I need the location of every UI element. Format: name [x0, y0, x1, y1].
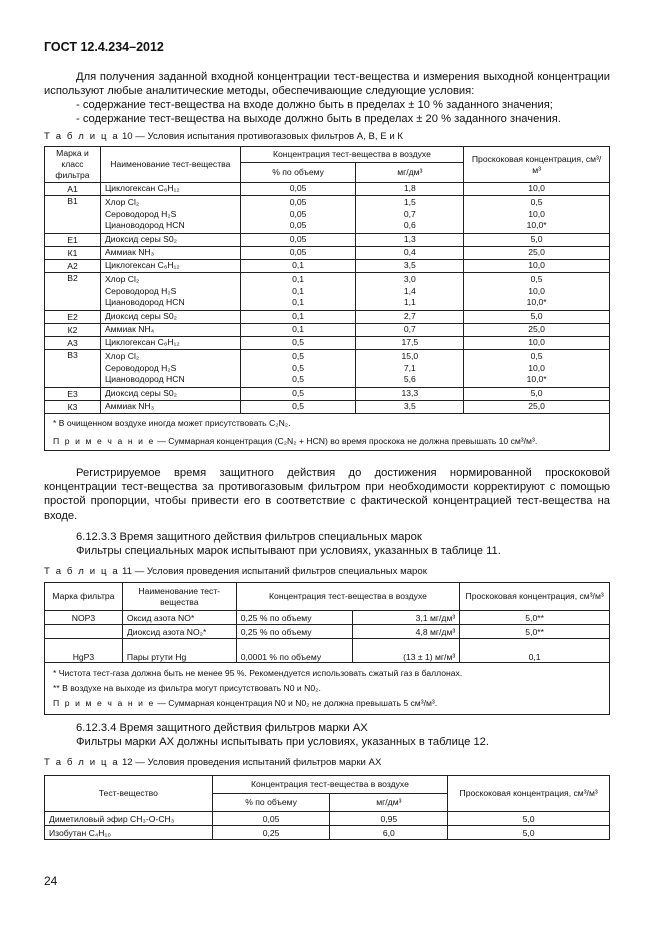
table10-pct-line: 0,05: [289, 234, 307, 245]
table10-mg-line: 7,1: [403, 362, 416, 373]
table11-substance: Диоксид азота NO₂*: [122, 625, 236, 639]
table10-mg: [356, 337, 464, 350]
table10-pct-line: 0,05: [289, 220, 307, 231]
table10-mark: Е2: [45, 311, 101, 324]
document-header: ГОСТ 12.4.234–2012: [44, 40, 164, 54]
table10-header-name: Наименование тест-вещества: [100, 147, 240, 183]
table10-mg-line: 0,6: [403, 220, 416, 231]
table10-substance-line: Сероводород H₂S: [104, 362, 177, 373]
table-11: [44, 582, 610, 715]
table10-breakthrough-line: 10,0: [528, 260, 545, 271]
table10-substance-line: Циановодород HCN: [104, 220, 185, 231]
table10-mg-line: 5,6: [403, 374, 416, 385]
table11-breakthrough: 0,1: [460, 639, 610, 663]
table10-pct: [240, 324, 356, 337]
table10-header-breakthrough: Проскоковая концентрация, см³/м³: [464, 147, 610, 183]
table10-breakthrough-line: 10,0: [528, 208, 545, 219]
table10-mg: [356, 273, 464, 311]
table10-breakthrough-line: 25,0: [528, 247, 545, 258]
table10-mg-line: 3,5: [403, 260, 416, 271]
table-row: [45, 625, 610, 639]
table10-substance-line: Диоксид серы S0₂: [104, 388, 177, 399]
table10-pct-line: 0,5: [292, 388, 305, 399]
table10-pct: [240, 260, 356, 273]
table11-mg: 4,8 мг/дм³: [352, 625, 460, 639]
table10-breakthrough-line: 0,5: [530, 197, 543, 208]
table10-substance: [100, 183, 240, 196]
table10-mg: [356, 247, 464, 260]
table11-notes: [45, 663, 610, 715]
table11-remark-label: П р и м е ч а н и е: [53, 698, 155, 708]
table11-footnote-2: ** В воздухе на выходе из фильтра могут присутствовать N0 и N0₂.: [53, 683, 321, 693]
table12-substance: Изобутан C₄H₁₀: [45, 826, 213, 840]
table10-substance-line: Хлор Cl₂: [104, 274, 140, 285]
table10-mg-line: 1,8: [403, 183, 416, 194]
intro-bullet-2: - содержание тест-вещества на выходе должно быть в пределах ± 20 % заданного значения.: [76, 113, 561, 125]
table10-mg: [356, 234, 464, 247]
table10-pct: [240, 388, 356, 401]
table10-breakthrough: [464, 324, 610, 337]
table10-substance-line: Циклогексан C₆H₁₂: [104, 260, 180, 271]
table10-mark: К3: [45, 401, 101, 414]
table10-pct-line: 0,1: [292, 324, 305, 335]
table10-mark: В1: [45, 196, 101, 234]
table-row: [45, 324, 610, 337]
table10-substance-line: Хлор Cl₂: [104, 197, 140, 208]
table10-mg-line: 2,7: [403, 311, 416, 322]
table10-pct: [240, 337, 356, 350]
table11-header-conc: Концентрация тест-вещества в воздухе: [236, 583, 460, 611]
table10-substance: [100, 260, 240, 273]
table10-substance: [100, 350, 240, 388]
table11-pct: 0,25 % по объему: [236, 611, 352, 625]
table10-mg: [356, 350, 464, 388]
table-row: [45, 812, 610, 826]
table10-pct-line: 0,5: [292, 374, 305, 385]
table10-pct: [240, 350, 356, 388]
table10-substance: [100, 311, 240, 324]
section-6-12-3-3-title: 6.12.3.3 Время защитного действия фильтров специальных марок: [76, 531, 422, 543]
table10-substance: [100, 196, 240, 234]
table-row: [45, 639, 610, 663]
table11-substance: Оксид азота NO*: [122, 611, 236, 625]
table10-substance-line: Циановодород HCN: [104, 374, 185, 385]
table10-pct: [240, 196, 356, 234]
table11-breakthrough: 5,0**: [460, 625, 610, 639]
table-row: [45, 611, 610, 625]
table12-header-breakthrough: Проскоковая концентрация, см³/м³: [448, 776, 610, 812]
table10-mg: [356, 388, 464, 401]
table10-mg: [356, 260, 464, 273]
table10-breakthrough-line: 10,0: [528, 337, 545, 348]
table10-mg-line: 0,7: [403, 324, 416, 335]
table-12: [44, 775, 610, 840]
table10-caption-label: Т а б л и ц а: [44, 131, 120, 142]
correction-paragraph: Регистрируемое время защитного действия до достижения нормированной проскоковой концентрации тест-вещества за противогазовым фильтром при необходимости корректируют с помощью простой пропорции, чтобы привести его в соответствие с фактической концентрацией тест-вещества на входе.: [44, 467, 610, 522]
table10-breakthrough-line: 10,0: [528, 362, 545, 373]
table10-mg-line: 0,4: [403, 247, 416, 258]
table10-breakthrough-line: 10,0*: [526, 297, 547, 308]
table10-mg: [356, 324, 464, 337]
table10-pct-line: 0,1: [292, 260, 305, 271]
table12-caption: [44, 757, 381, 768]
table10-header-mg: мг/дм³: [356, 163, 464, 183]
table11-pct: 0,0001 % по объему: [236, 639, 352, 663]
table-row: [45, 196, 610, 234]
table11-mark: [45, 625, 123, 639]
table10-substance-line: Аммиак NH₄: [104, 324, 155, 335]
table10-pct: [240, 247, 356, 260]
table10-mg-line: 0,7: [403, 208, 416, 219]
table10-mark: К2: [45, 324, 101, 337]
table10-substance-line: Сероводород H₂S: [104, 285, 177, 296]
table10-breakthrough: [464, 183, 610, 196]
table11-footnote-1: * Чистота тест-газа должна быть не менее 95 %. Рекомендуется использовать сжатый газ в баллонах.: [53, 668, 463, 678]
table10-breakthrough-line: 10,0: [528, 183, 545, 194]
table10-pct-line: 0,5: [292, 337, 305, 348]
table-row: [45, 273, 610, 311]
table11-caption: [44, 566, 427, 577]
table10-caption-text: 10 — Условия испытания противогазовых фильтров А, В, Е и К: [119, 131, 403, 142]
table10-breakthrough: [464, 388, 610, 401]
table10-breakthrough: [464, 260, 610, 273]
table10-breakthrough: [464, 401, 610, 414]
table10-substance-line: Циклогексан C₆H₁₂: [104, 183, 180, 194]
table10-breakthrough-line: 0,5: [530, 274, 543, 285]
table-row: [45, 826, 610, 840]
table-row: [45, 401, 610, 414]
intro-paragraph: Для получения заданной входной концентрации тест-вещества и измерения выходной концентрации используют любые аналитические методы, обеспечивающие следующие условия:: [44, 71, 610, 98]
table12-pct: 0,25: [212, 826, 330, 840]
table-row: [45, 337, 610, 350]
table10-remark-label: П р и м е ч а н и е: [53, 436, 155, 446]
table11-mg: (13 ± 1) мг/м³: [352, 639, 460, 663]
table10-pct-line: 0,05: [289, 183, 307, 194]
table10-substance-line: Сероводород H₂S: [104, 208, 177, 219]
table10-breakthrough: [464, 311, 610, 324]
section-6-12-3-4-title: 6.12.3.4 Время защитного действия фильтров марки АХ: [76, 722, 368, 734]
table10-mg-line: 3,0: [403, 274, 416, 285]
table10-pct-line: 0,05: [289, 197, 307, 208]
table10-breakthrough: [464, 337, 610, 350]
table10-pct-line: 0,5: [292, 362, 305, 373]
table10-breakthrough-line: 25,0: [528, 324, 545, 335]
table10-mg: [356, 183, 464, 196]
table10-mg: [356, 401, 464, 414]
table-row: [45, 234, 610, 247]
table12-header-mg: мг/дм³: [330, 794, 448, 812]
table10-pct: [240, 311, 356, 324]
table10-header-mark: Марка и класс фильтра: [45, 147, 101, 183]
table10-substance-line: Диоксид серы S0₂: [104, 234, 177, 245]
table12-mg: 0,95: [330, 812, 448, 826]
table12-header-name: Тест-вещество: [45, 776, 213, 812]
table10-breakthrough-line: 25,0: [528, 401, 545, 412]
table10-pct-line: 0,5: [292, 351, 305, 362]
table10-substance-line: Диоксид серы S0₂: [104, 311, 177, 322]
table-row: [45, 260, 610, 273]
table10-mg-line: 15,0: [401, 351, 419, 362]
table10-breakthrough-line: 0,5: [530, 351, 543, 362]
table10-mg-line: 1,3: [403, 234, 416, 245]
table10-substance: [100, 401, 240, 414]
table-row: [45, 247, 610, 260]
table10-pct-line: 0,1: [292, 311, 305, 322]
table11-remark-text: — Суммарная концентрация N0 и N0₂ не должна превышать 5 см³/м³.: [154, 698, 438, 708]
table10-mg-line: 1,4: [403, 285, 416, 296]
intro-bullet-1: - содержание тест-вещества на входе должно быть в пределах ± 10 % заданного значения;: [76, 99, 553, 111]
table10-mg-line: 17,5: [401, 337, 419, 348]
table12-header-pct: % по объему: [212, 794, 330, 812]
page-number: 24: [44, 874, 58, 888]
table-10: [44, 146, 610, 451]
table10-mark: А1: [45, 183, 101, 196]
table11-caption-label: Т а б л и ц а: [44, 566, 120, 577]
table10-mark: В3: [45, 350, 101, 388]
table11-mark: NOP3: [45, 611, 123, 625]
table11-mg: 3,1 мг/дм³: [352, 611, 460, 625]
table12-breakthrough: 5,0: [448, 812, 610, 826]
table10-breakthrough-line: 10,0*: [526, 374, 547, 385]
table10-notes: [45, 414, 610, 451]
section-6-12-3-3-text: Фильтры специальных марок испытывают при условиях, указанных в таблице 11.: [76, 545, 501, 557]
table10-substance: [100, 337, 240, 350]
table10-remark-text: — Суммарная концентрация (C₂N₂ + HCN) во время проскока не должна превышать 10 см³/м³.: [154, 436, 538, 446]
table11-header-name: Наименование тест-вещества: [122, 583, 236, 611]
table10-mark: К1: [45, 247, 101, 260]
table10-remark: [53, 435, 601, 447]
table10-substance: [100, 324, 240, 337]
table10-substance: [100, 247, 240, 260]
table10-breakthrough: [464, 196, 610, 234]
table12-caption-label: Т а б л и ц а: [44, 757, 120, 768]
table10-mg-line: 3,5: [403, 401, 416, 412]
section-6-12-3-4-text: Фильтры марки АХ должны испытывать при условиях, указанных в таблице 12.: [76, 736, 489, 748]
table10-mark: А2: [45, 260, 101, 273]
table10-pct-line: 0,05: [289, 247, 307, 258]
table11-substance: Пары ртути Hg: [122, 639, 236, 663]
table10-pct-line: 0,1: [292, 285, 305, 296]
table10-footnote: * В очищенном воздухе иногда может присутствовать C₂N₂.: [53, 418, 291, 428]
table12-substance: Диметиловый эфир CH₃-O-CH₃: [45, 812, 213, 826]
table11-caption-text: 11 — Условия проведения испытаний фильтров специальных марок: [119, 566, 427, 577]
table-row: [45, 183, 610, 196]
table10-pct-line: 0,5: [292, 401, 305, 412]
table11-header-mark: Марка фильтра: [45, 583, 123, 611]
table11-pct: 0,25 % по объему: [236, 625, 352, 639]
table10-mg-line: 13,3: [401, 388, 419, 399]
table10-substance-line: Хлор Cl₂: [104, 351, 140, 362]
table10-pct: [240, 273, 356, 311]
table11-mark: HgP3: [45, 639, 123, 663]
table10-breakthrough: [464, 247, 610, 260]
table10-breakthrough: [464, 273, 610, 311]
table10-breakthrough-line: 10,0*: [526, 220, 547, 231]
table10-substance-line: Циановодород HCN: [104, 297, 185, 308]
table10-substance: [100, 234, 240, 247]
table10-mark: Е3: [45, 388, 101, 401]
table10-substance-line: Аммиак NH₃: [104, 247, 155, 258]
table10-mg-line: 1,5: [403, 197, 416, 208]
table10-breakthrough-line: 5,0: [530, 234, 543, 245]
table10-pct-line: 0,1: [292, 274, 305, 285]
table10-pct: [240, 401, 356, 414]
table10-substance: [100, 273, 240, 311]
table10-mg: [356, 196, 464, 234]
table10-mark: Е1: [45, 234, 101, 247]
table12-header-conc: Концентрация тест-вещества в воздухе: [212, 776, 448, 794]
table11-header-breakthrough: Проскоковая концентрация, см³/м³: [460, 583, 610, 611]
table10-header-conc: Концентрация тест-вещества в воздухе: [240, 147, 463, 163]
table10-pct: [240, 234, 356, 247]
table-row: [45, 311, 610, 324]
table10-substance: [100, 388, 240, 401]
table10-breakthrough-line: 5,0: [530, 388, 543, 399]
table11-remark: [53, 696, 601, 711]
table10-caption: [44, 131, 403, 142]
table10-breakthrough-line: 10,0: [528, 285, 545, 296]
table10-breakthrough-line: 5,0: [530, 311, 543, 322]
table-row: [45, 388, 610, 401]
table10-breakthrough: [464, 234, 610, 247]
table10-pct: [240, 183, 356, 196]
table12-caption-text: 12 — Условия проведения испытаний фильтров марки АХ: [119, 757, 382, 768]
table12-mg: 6,0: [330, 826, 448, 840]
table10-substance-line: Циклогексан C₆H₁₂: [104, 337, 180, 348]
table10-mark: В2: [45, 273, 101, 311]
table10-mg: [356, 311, 464, 324]
table-row: [45, 350, 610, 388]
table10-mark: А3: [45, 337, 101, 350]
table10-breakthrough: [464, 350, 610, 388]
table12-pct: 0,05: [212, 812, 330, 826]
table10-header-pct: % по объему: [240, 163, 356, 183]
table10-mg-line: 1,1: [403, 297, 416, 308]
table11-breakthrough: 5,0**: [460, 611, 610, 625]
table10-pct-line: 0,05: [289, 208, 307, 219]
table10-pct-line: 0,1: [292, 297, 305, 308]
table12-breakthrough: 5,0: [448, 826, 610, 840]
table10-substance-line: Аммиак NH₃: [104, 401, 155, 412]
